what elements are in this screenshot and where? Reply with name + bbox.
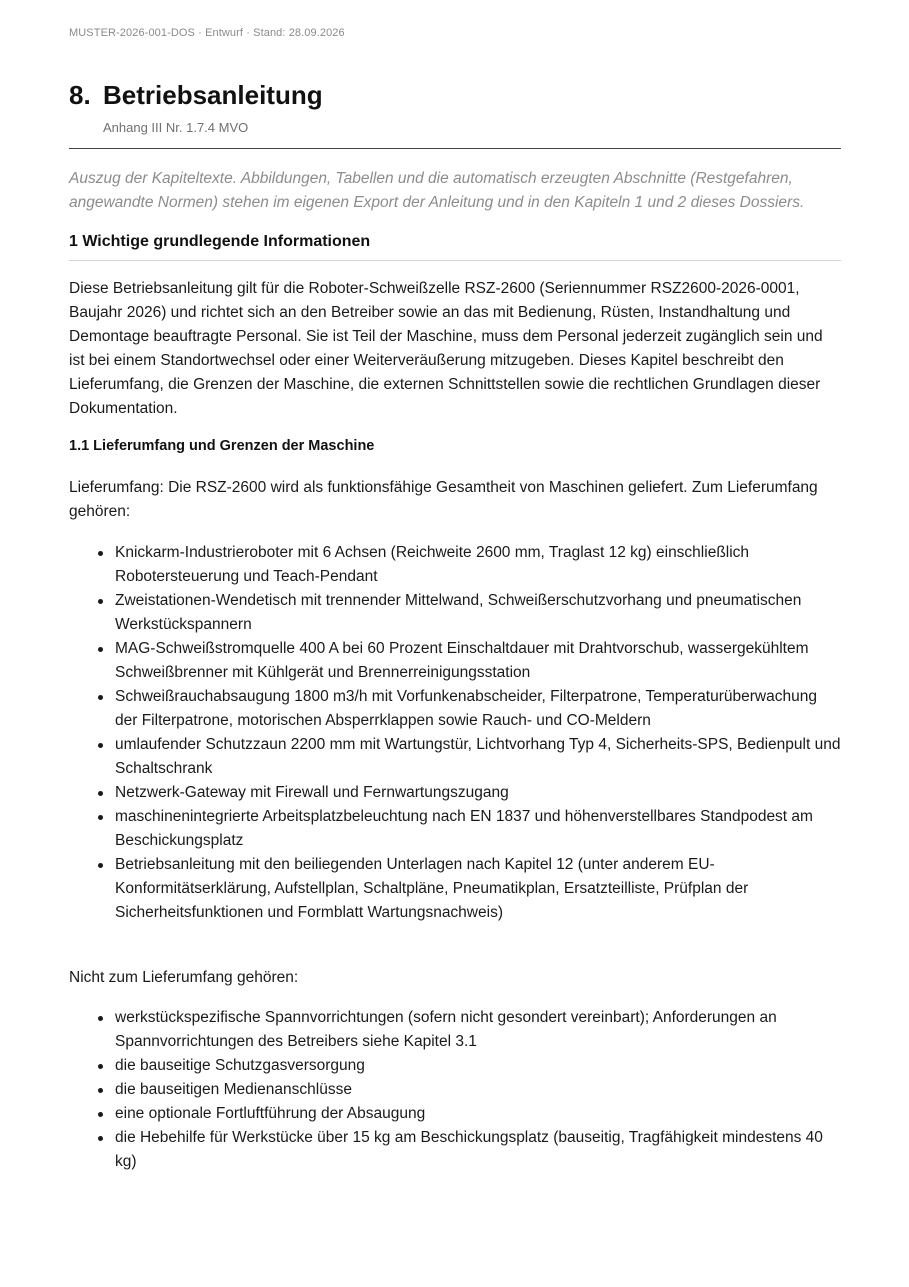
list-item: Betriebsanleitung mit den beiliegenden Unterlagen nach Kapitel 12 (unter anderem EU-Konformitätserklärung, Aufstellplan, Schaltpläne, Pneumatikplan, Ersatzteilliste, Prüfplan der Sicherheitsfunktionen und Formblatt Wartungsnachweis) — [115, 853, 841, 925]
list-item: werkstückspezifische Spannvorrichtungen (sofern nicht gesondert vereinbart); Anforderungen an Spannvorrichtungen des Betreibers siehe Kapitel 3.1 — [115, 1006, 841, 1054]
chapter-subtitle: Anhang III Nr. 1.7.4 MVO — [103, 120, 249, 135]
list-item: maschinenintegrierte Arbeitsplatzbeleuchtung nach EN 1837 und höhenverstellbares Standpodest am Beschickungsplatz — [115, 805, 841, 853]
scope-intro: Lieferumfang: Die RSZ-2600 wird als funktionsfähige Gesamtheit von Maschinen geliefert. Zum Lieferumfang gehören: — [69, 479, 818, 520]
intro-note: Auszug der Kapiteltexte. Abbildungen, Tabellen und die automatisch erzeugten Abschnitte (Restgefahren, angewandte Normen) stehen im eigenen Export der Anleitung und in den Kapiteln 1 und 2 dieses Dossiers. — [69, 170, 805, 211]
chapter-number: 8. — [69, 80, 91, 110]
list-item: umlaufender Schutzzaun 2200 mm mit Wartungstür, Lichtvorhang Typ 4, Sicherheits-SPS, Bedienpult und Schaltschrank — [115, 733, 841, 781]
excluded-items-list — [69, 1006, 841, 1174]
included-items-list — [69, 541, 841, 925]
list-item: die bauseitigen Medienanschlüsse — [115, 1078, 841, 1102]
list-item: die bauseitige Schutzgasversorgung — [115, 1054, 841, 1078]
chapter-title: Betriebsanleitung — [103, 80, 323, 110]
list-item: Zweistationen-Wendetisch mit trennender Mittelwand, Schweißerschutzvorhang und pneumatischen Werkstückspannern — [115, 589, 841, 637]
section-paragraph: Diese Betriebsanleitung gilt für die Roboter-Schweißzelle RSZ-2600 (Seriennummer RSZ2600-2026-0001, Baujahr 2026) und richtet sich an den Betreiber sowie an das mit Bedienung, Rüsten, Instandhaltung und Demontage beauftragte Personal. Sie ist Teil der Maschine, muss dem Personal jederzeit zugänglich sein und ist bei einem Standortwechsel oder einer Weiterveräußerung mitzugeben. Dieses Kapitel beschreibt den Lieferumfang, die Grenzen der Maschine, die externen Schnittstellen sowie die rechtlichen Grundlagen dieser Dokumentation. — [69, 280, 823, 417]
subsection-title: 1.1 Lieferumfang und Grenzen der Maschine — [69, 438, 375, 454]
list-item: Schweißrauchabsaugung 1800 m3/h mit Vorfunkenabscheider, Filterpatrone, Temperaturüberwachung der Filterpatrone, motorischen Absperrklappen sowie Rauch- und CO-Meldern — [115, 685, 841, 733]
document-header: MUSTER-2026-001-DOS · Entwurf · Stand: 28.09.2026 — [69, 27, 345, 39]
section-divider — [69, 260, 841, 261]
chapter-heading — [69, 80, 323, 111]
list-item: Knickarm-Industrieroboter mit 6 Achsen (Reichweite 2600 mm, Traglast 12 kg) einschließlich Robotersteuerung und Teach-Pendant — [115, 541, 841, 589]
list-item: die Hebehilfe für Werkstücke über 15 kg am Beschickungsplatz (bauseitig, Tragfähigkeit mindestens 40 kg) — [115, 1126, 841, 1174]
chapter-divider — [69, 148, 841, 149]
section-title: 1 Wichtige grundlegende Informationen — [69, 233, 371, 250]
list-item: Netzwerk-Gateway mit Firewall und Fernwartungszugang — [115, 781, 841, 805]
excluded-intro: Nicht zum Lieferumfang gehören: — [69, 969, 299, 986]
list-item: eine optionale Fortluftführung der Absaugung — [115, 1102, 841, 1126]
list-item: MAG-Schweißstromquelle 400 A bei 60 Prozent Einschaltdauer mit Drahtvorschub, wassergekühltem Schweißbrenner mit Kühlgerät und Brennerreinigungsstation — [115, 637, 841, 685]
